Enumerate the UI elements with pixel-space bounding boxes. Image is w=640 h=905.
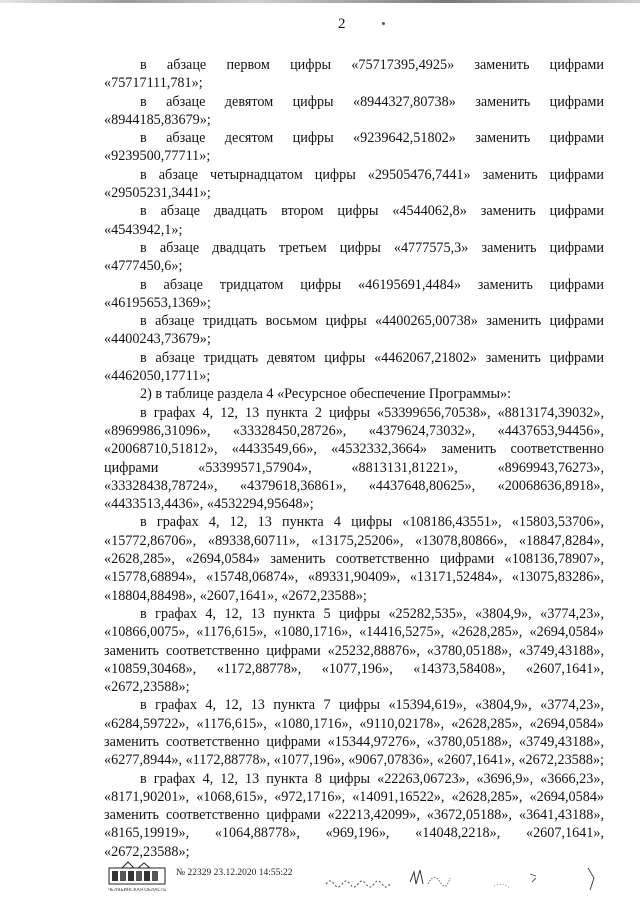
document-body [104,56,604,861]
amendment-paragraph: в абзаце четырнадцатом цифры «29505476,7441» заменить цифрами «29505231,3441»; [104,166,604,202]
stamp-caption: ЧЕЛЯБИНСКАЯ ОБЛАСТЬ [108,888,167,893]
table-amendment-paragraph: в графах 4, 12, 13 пункта 5 цифры «25282,535», «3804,9», «3774,23», «10866,0075», «1176,615», «1080,1716», «14416,5275», «2628,285», «2694,0584» заменить соответственно цифрами «25232,88876», «3780,05188», «3749,43188», «10859,30468», «1172,88778», «1077,196», «14373,58408», «2607,1641», «2672,23588»; [104,605,604,696]
amendment-paragraph: в абзаце двадцать втором цифры «4544062,8» заменить цифрами «4543942,1»; [104,203,604,238]
table-amendment-paragraph: в графах 4, 12, 13 пункта 7 цифры «15394,619», «3804,9», «3774,23», «6284,59722», «1176,615», «1080,1716», «9110,02178», «2628,285», «2694,0584» заменить соответственно цифрами «15344,97276», «3780,05188», «3749,43188», «6277,8944», «1172,88778», «1077,196», «9067,07836», «2607,1641», «2672,23588»; [104,697,604,769]
table-amendment-paragraph: в графах 4, 12, 13 пункта 2 цифры «53399656,70538», «8813174,39032», «8969986,31096», «33328450,28726», «4379624,73032», «4437653,94456», «20068710,51812», «4433549,66», «4532332,3664» заменить соответственно цифрами «53399571,57904», «8813131,81221», «8969943,76273», «33328438,78724», «4379618,36861», «4437648,80625», «20068636,8918», «4433513,4436», «4532294,95648»; [104,404,604,513]
document-footer [0,852,640,905]
amendment-paragraph: в абзаце тридцать девятом цифры «4462067,21802» заменить цифрами «4462050,17711»; [104,349,604,385]
registration-info: № 22329 23.12.2020 14:55:22 [176,868,293,878]
amendment-paragraph: в абзаце девятом цифры «8944327,80738» заменить цифрами «8944185,83679»; [104,93,604,128]
table-amendment-paragraph: в графах 4, 12, 13 пункта 4 цифры «108186,43551», «15803,53706», «15772,86706», «89338,60711», «13175,25206», «13078,80866», «18847,8284», «2628,285», «2694,0584» заменить соответственно цифрами «108136,78907», «15778,68894», «15748,06874», «89331,90409», «13171,52484», «13075,83286», «18804,88498», «2607,1641», «2672,23588»; [104,514,604,604]
registration-stamp-icon [108,860,166,886]
table-amendment-paragraph: в графах 4, 12, 13 пункта 8 цифры «22263,06723», «3696,9», «3666,23», «8171,90201», «1068,615», «972,1716», «14091,16522», «2628,285», «2694,0584» заменить соответственно цифрами «22213,42099», «3672,05188», «3641,43188», «8165,19919», «1064,88778», «969,196», «14048,2218», «2607,1641», «2672,23588»; [104,770,604,860]
amendment-paragraph: в абзаце первом цифры «75717395,4925» заменить цифрами «75717111,781»; [104,57,604,92]
amendment-paragraph: в абзаце тридцатом цифры «46195691,4484» заменить цифрами «46195653,1369»; [104,276,604,311]
scan-speck [382,22,385,25]
amendment-paragraph: в абзаце тридцать восьмом цифры «4400265,00738» заменить цифрами «4400243,73679»; [104,313,604,348]
section-heading-paragraph: 2) в таблице раздела 4 «Ресурсное обеспечение Программы»: [140,386,512,403]
page-number: 2 [338,16,346,32]
amendment-paragraph: в абзаце двадцать третьем цифры «4777575,3» заменить цифрами «4777450,6»; [104,239,604,275]
amendment-paragraph: в абзаце десятом цифры «9239642,51802» заменить цифрами «9239500,77711»; [104,130,604,165]
signature-icon [318,860,618,896]
scan-edge [0,0,640,3]
